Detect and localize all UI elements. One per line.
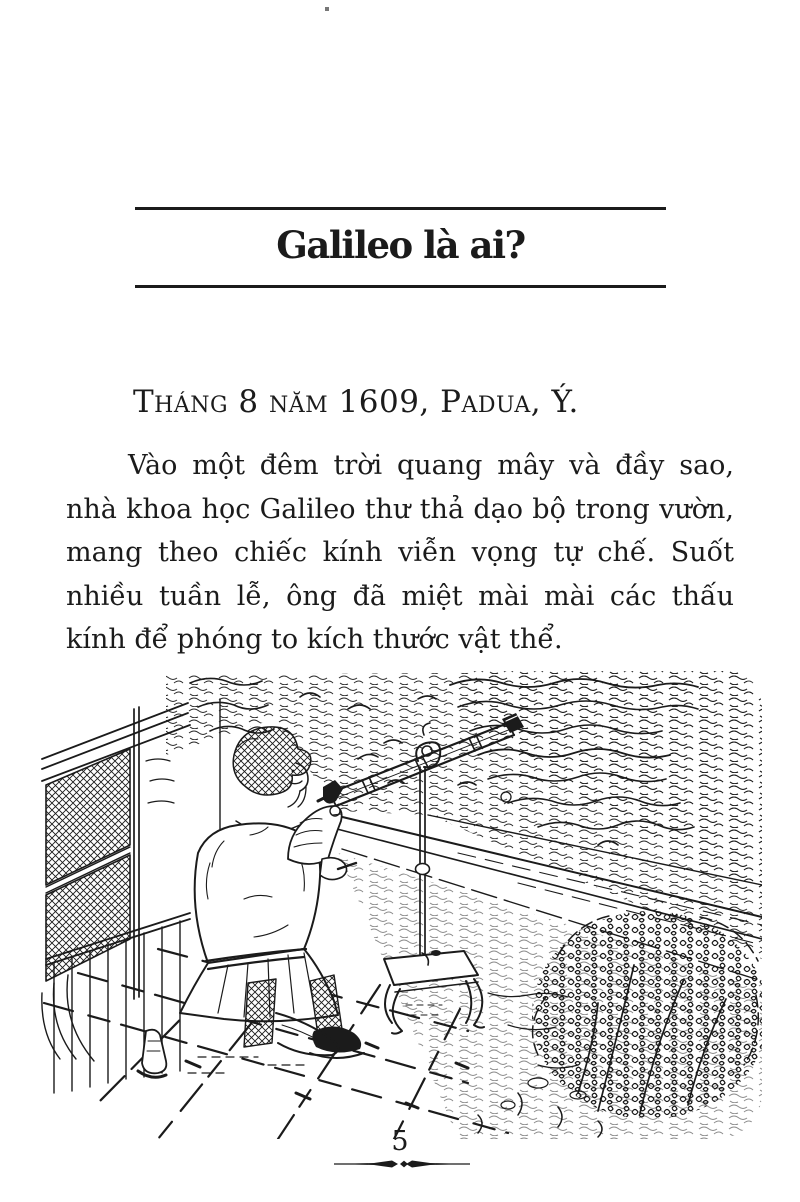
- galileo-telescope-illustration: [38, 663, 762, 1139]
- title-rule-top: [135, 207, 666, 210]
- title-rule-bottom: [135, 285, 666, 288]
- page-number: 5: [391, 1126, 409, 1157]
- dateline: Tháng 8 năm 1609, Padua, Ý.: [133, 384, 579, 420]
- scan-speck: [325, 7, 329, 11]
- footer-ornament: [334, 1157, 470, 1171]
- paragraph-line: nhiều tuần lễ, ông đã miệt mài mài các thấu: [66, 580, 734, 612]
- paragraph-line: Vào một đêm trời quang mây và đầy sao,: [128, 450, 734, 481]
- paragraph-line: nhà khoa học Galileo thư thả dạo bộ trong vườn,: [66, 493, 734, 525]
- chapter-title: Galileo là ai?: [276, 223, 525, 267]
- paragraph-line: mang theo chiếc kính viễn vọng tự chế. Suốt: [66, 537, 734, 569]
- paragraph: [66, 444, 734, 662]
- paragraph-line: kính để phóng to kích thước vật thể.: [66, 624, 563, 656]
